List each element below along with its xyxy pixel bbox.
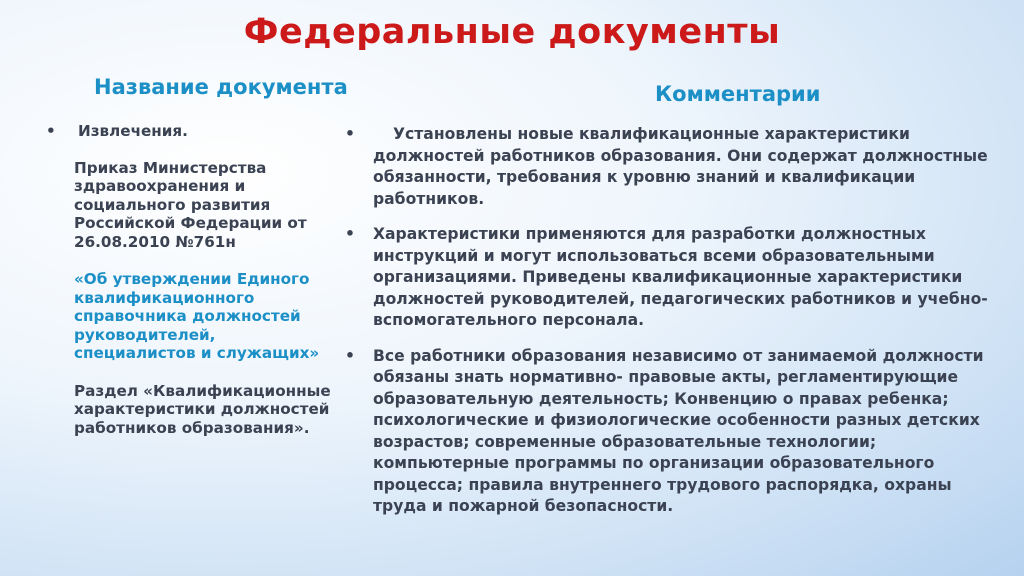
- order-reference: Приказ Министерства здравоохранения и социального развития Российской Федерации от 26.08.2010 №761н: [74, 158, 307, 251]
- order-title: «Об утверждении Единого квалификационного справочника должностей руководителей, специалистов и служащих»: [74, 270, 320, 362]
- bullet-icon: •: [345, 225, 355, 243]
- document-name-column: [46, 122, 342, 456]
- comment-item: [345, 224, 995, 332]
- comment-item: [345, 346, 995, 518]
- bullet-icon: •: [345, 346, 355, 365]
- extract-label: Извлечения.: [78, 122, 188, 140]
- comment-text: Установлены новые квалификационные характеристики должностей работников образования. Они содержат должностные обязанности, требования к уровню знаний и квалификации работников.: [373, 125, 988, 208]
- right-column-heading: Комментарии: [655, 82, 821, 106]
- comment-text: Все работники образования независимо от занимаемой должности обязаны знать нормативно- правовые акты, регламентирующие образовательную деятельность; Конвенцию о правах ребенка; психологические и физиологические особенности разных детских возрастов; современные образовательные технологии; компьютерные программы по организации образовательного процесса; правила внутреннего трудового распорядка, охраны труда и пожарной безопасности.: [373, 346, 984, 515]
- bullet-icon: •: [345, 125, 355, 143]
- left-column-heading: Название документа: [94, 75, 348, 99]
- section-reference: Раздел «Квалификационные характеристики должностей работников образования».: [74, 381, 331, 437]
- comment-text: Характеристики применяются для разработки должностных инструкций и могут использоваться всеми образовательными организациями. Приведены квалификационные характеристики должностей руководителей, педагогических работников и учебно-вспомогательного персонала.: [373, 225, 988, 329]
- comment-item: [345, 124, 995, 210]
- bullet-icon: •: [46, 122, 56, 140]
- slide-title: Федеральные документы: [243, 12, 781, 52]
- comments-column: [345, 124, 995, 532]
- extract-bullet: [46, 122, 342, 141]
